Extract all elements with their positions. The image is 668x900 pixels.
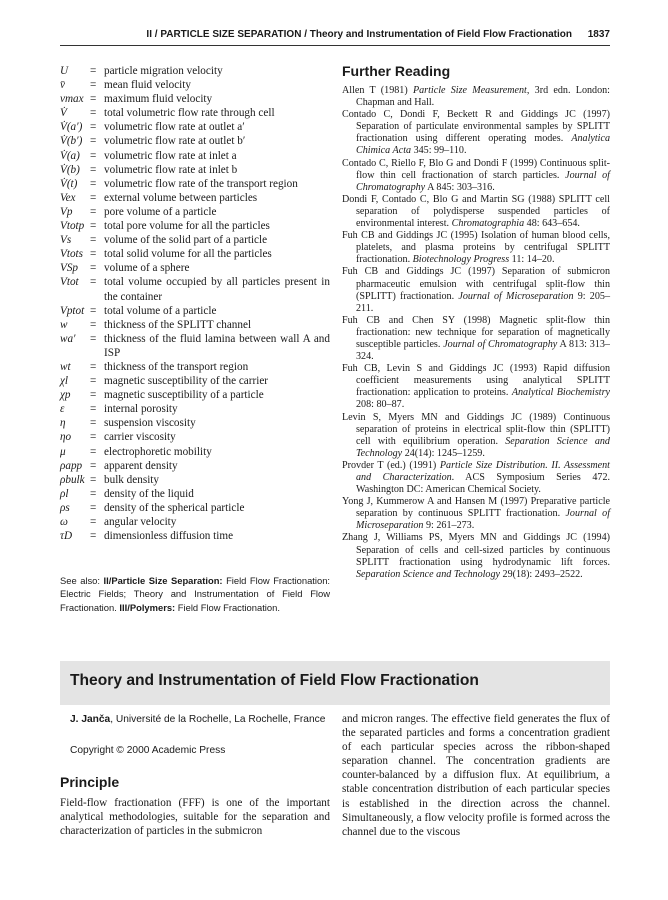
reference-authors: Yong J, Kummerow A and Hansen M (1997) Preparative particle separation by continuous SPLITT fractionation. [342,496,610,520]
nomenclature-row [60,304,330,318]
equals-sign: = [90,262,97,275]
article-title: Theory and Instrumentation of Field Flow Fractionation [70,672,479,689]
nomenclature-row [60,177,330,191]
see-also-lead: See also: [60,575,100,586]
reference-entry [342,266,610,314]
equals-sign: = [90,389,97,402]
see-also-section-2[interactable]: III/Polymers: [119,601,176,613]
reference-authors: Fuh CB and Chen SY (1998) Magnetic split-flow thin fractionation: new technique for separation of magnetically susceptible particles. [342,314,610,350]
article-title-banner [60,661,610,705]
nomenclature-row [60,219,330,233]
nomenclature-symbol: Vp [60,205,73,218]
nomenclature-row [60,374,330,388]
nomenclature-row [60,388,330,402]
nomenclature-definition: external volume between particles [104,191,258,204]
nomenclature-definition: electrophoretic mobility [104,445,212,458]
running-head-title: II / PARTICLE SIZE SEPARATION / Theory and Instrumentation of Field Flow Fractionation [146,29,572,40]
nomenclature-symbol: ε [60,403,65,416]
nomenclature-symbol: wt [60,360,71,373]
nomenclature-symbol: χp [60,389,71,402]
nomenclature-row [60,275,330,303]
author-line [70,713,328,726]
equals-sign: = [90,79,97,92]
body-text-left: Field-flow fractionation (FFF) is one of the important analytical methodologies, suitable for the separation and characterization of particles in the submicron [60,797,330,838]
reference-source: Journal of Microseparation [458,290,574,302]
nomenclature-definition: volume of a sphere [104,262,190,275]
nomenclature-definition: suspension viscosity [104,417,196,430]
nomenclature-symbol: v̄ [60,79,65,92]
nomenclature-row [60,134,330,148]
equals-sign: = [90,417,97,430]
nomenclature-row [60,515,330,529]
reference-details: , 3rd edn. London: Chapman and Hall. [356,85,610,109]
nomenclature-symbol: Vs [60,234,72,247]
equals-sign: = [90,149,97,162]
header-rule [60,45,610,46]
further-reading-heading: Further Reading [342,63,451,79]
equals-sign: = [90,487,97,500]
reference-source: Journal of Chromatography [443,338,558,350]
reference-source: Chromatographia [451,218,525,230]
nomenclature-row [60,459,330,473]
nomenclature-symbol: wa′ [60,332,76,345]
reference-authors: Levin S, Myers MN and Giddings JC (1989) Continuous separation of proteins in electrical split-flow thin (SPLITT) cell with equilibrium operation. [342,411,610,447]
nomenclature-row [60,473,330,487]
reference-details: 48: 643–654. [524,218,580,230]
nomenclature-symbol: V̇(b′) [60,135,83,148]
nomenclature-definition: angular velocity [104,516,177,528]
nomenclature-definition: pore volume of a particle [104,205,217,218]
nomenclature-symbol: ρbulk [60,473,85,486]
nomenclature-definition: magnetic susceptibility of a particle [104,389,264,402]
nomenclature-symbol: U [60,65,69,77]
nomenclature-row [60,445,330,459]
nomenclature-symbol: Vptot [60,304,85,317]
reference-authors: Zhang J, Williams PS, Myers MN and Giddings JC (1994) Separation of cells and cell-sized particles by continuous SPLITT fractionation using hydrodynamic lift forces. [342,532,610,568]
see-also-section-1[interactable]: II/Particle Size Separation: [103,575,223,586]
reference-entry [342,496,610,532]
reference-source: Journal of Microseparation [356,508,611,532]
equals-sign: = [90,135,97,148]
nomenclature-row [60,318,330,332]
equals-sign: = [90,530,97,543]
nomenclature-definition: particle migration velocity [104,65,223,77]
nomenclature-row [60,416,330,430]
nomenclature-row [60,360,330,374]
nomenclature-definition: total volume of a particle [104,304,217,317]
reference-details: 11: 14–20. [509,254,555,266]
section-heading-principle: Principle [60,774,120,790]
nomenclature-definition: volume of the solid part of a particle [104,234,268,247]
nomenclature-row [60,501,330,515]
reference-details: 345: 99–110. [411,145,467,157]
nomenclature-definition: thickness of the transport region [104,360,249,373]
nomenclature-definition: apparent density [104,459,178,472]
reference-authors: Fuh CB, Levin S and Giddings JC (1993) Rapid diffusion coefficient measurements using analytical SPLITT fractionation: application to proteins. [342,363,610,399]
reference-details: . ACS Symposium Series 472. Washington DC: American Chemical Society. [356,472,611,496]
equals-sign: = [90,445,97,458]
further-reading [342,63,610,581]
equals-sign: = [90,403,97,416]
equals-sign: = [90,234,97,247]
equals-sign: = [90,459,97,472]
nomenclature-definition: internal porosity [104,403,178,416]
see-also-text-2[interactable]: Field Flow Fractionation. [177,601,280,613]
nomenclature-symbol: ρapp [60,459,83,472]
equals-sign: = [90,304,97,317]
equals-sign: = [90,107,97,120]
nomenclature-row [60,402,330,416]
nomenclature-definition: mean fluid velocity [104,79,191,92]
nomenclature-definition: maximum fluid velocity [104,93,213,106]
nomenclature-definition: total volumetric flow rate through cell [104,107,275,120]
nomenclature-row [60,163,330,177]
nomenclature-definition: volumetric flow rate at outlet a′ [104,121,245,134]
nomenclature-definition: bulk density [104,473,160,486]
reference-authors: Contado C, Dondi F, Beckett R and Giddings JC (1997) Separation of particulate environmental samples by SPLITT fractionation using different operating modes. [342,109,610,145]
reference-entry [342,363,610,411]
nomenclature-row [60,64,330,78]
reference-entry [342,230,610,266]
reference-source: Separation Science and Technology [356,568,500,580]
equals-sign: = [90,248,97,261]
reference-source: Biotechnology Progress [412,254,510,266]
nomenclature-row [60,487,330,501]
nomenclature-row [60,205,330,219]
reference-source: Particle Size Measurement [412,85,527,96]
reference-authors: Contado C, Riello F, Blo G and Dondi F (1999) Continuous split-flow thin cell fractionation of starch particles. [342,157,610,181]
nomenclature-row [60,247,330,261]
nomenclature-symbol: Vex [60,191,76,204]
reference-details: 24(14): 1245–1259. [402,447,485,459]
equals-sign: = [90,360,97,373]
nomenclature-row [60,78,330,92]
nomenclature-definition: total solid volume for all the particles [104,248,272,261]
nomenclature-symbol: Vtotp [60,220,85,233]
nomenclature-symbol: Vtots [60,248,83,261]
reference-authors: Fuh CB and Giddings JC (1995) Isolation of human blood cells, platelets, and plasma proteins by centrifugal SPLITT fractionation. [342,230,610,266]
equals-sign: = [90,318,97,331]
nomenclature-symbol: ρl [60,487,69,500]
nomenclature-symbol: ηo [60,431,72,444]
nomenclature-definition: volumetric flow rate at outlet b′ [104,135,246,148]
reference-entry [342,315,610,363]
nomenclature-symbol: V̇ [60,107,67,120]
reference-source: Analytica Chimica Acta [356,133,610,157]
nomenclature-definition: total volume occupied by all particles present in the container [104,276,330,303]
nomenclature-row [60,261,330,275]
reference-details: 29(18): 2493–2522. [500,568,583,580]
nomenclature-definition: thickness of the SPLITT channel [104,318,252,331]
nomenclature-definition: thickness of the fluid lamina between wall A and ISP [104,332,330,359]
nomenclature-symbol: V̇(a′) [60,121,83,134]
equals-sign: = [90,205,97,218]
author-affiliation: , Université de la Rochelle, La Rochelle, France [110,714,326,725]
nomenclature-symbol: τD [60,530,73,543]
nomenclature-symbol: w [60,318,68,331]
nomenclature-symbol: ω [60,516,68,528]
equals-sign: = [90,220,97,233]
reference-entry [342,412,610,460]
reference-source: Journal of Chromatography [356,169,610,193]
nomenclature-definition: volumetric flow rate at inlet a [104,149,237,162]
reference-entry [342,158,610,194]
body-text-right: and micron ranges. The effective field generates the flux of the separated particles and forms a concentration gradient of each particular species across the ribbon-shaped separation channel. The concentration gradients are counter-balanced by a diffusion flux. At equilibrium, a stable concentration distribution of each particular species is established in the direction across the channel. Simultaneously, a flow velocity profile is formed across the channel due to the viscous [342,713,610,838]
equals-sign: = [90,177,97,190]
nomenclature-row [60,149,330,163]
reference-entry [342,532,610,580]
nomenclature-symbol: ρs [60,501,70,514]
nomenclature-symbol: V̇(a) [60,149,80,162]
equals-sign: = [90,473,97,486]
equals-sign: = [90,332,97,345]
reference-authors: Provder T (ed.) (1991) [342,459,440,471]
equals-sign: = [90,65,97,77]
nomenclature-symbol: χl [60,375,69,388]
equals-sign: = [90,516,97,528]
equals-sign: = [90,191,97,204]
nomenclature-row [60,233,330,247]
reference-entry [342,194,610,230]
see-also [60,574,330,614]
reference-details: 208: 80–87. [356,399,405,411]
reference-details: A 813: 313–324. [356,338,610,363]
equals-sign: = [90,431,97,444]
nomenclature-row [60,529,330,543]
nomenclature-definition: volumetric flow rate of the transport region [104,177,298,190]
reference-details: 9: 261–273. [423,520,475,532]
nomenclature-row [60,106,330,120]
nomenclature-list [60,64,330,543]
equals-sign: = [90,93,97,106]
equals-sign: = [90,276,97,289]
reference-entry [342,460,610,496]
reference-source: Particle Size Distribution. II. Assessment and Characterization [356,459,610,483]
nomenclature-definition: dimensionless diffusion time [104,530,234,543]
nomenclature-row [60,332,330,360]
author-name: J. Janča [70,714,111,725]
nomenclature-definition: volumetric flow rate at inlet b [104,163,238,176]
see-also-text-1[interactable]: Field Flow Fractionation: Electric Fields; Theory and Instrumentation of Field Flow Fractionation. [60,575,331,613]
nomenclature-symbol: μ [60,445,66,458]
nomenclature-definition: total pore volume for all the particles [104,220,270,233]
nomenclature-symbol: η [60,417,66,430]
reference-source: Separation Science and Technology [356,435,610,459]
equals-sign: = [90,375,97,388]
reference-entry [342,85,610,109]
nomenclature-symbol: V̇(b) [60,163,80,176]
nomenclature-symbol: vmax [60,93,84,106]
nomenclature-definition: density of the liquid [104,487,194,500]
reference-details: 9: 205–211. [356,290,610,314]
nomenclature-definition: density of the spherical particle [104,501,245,514]
nomenclature-row [60,120,330,134]
reference-entry [342,109,610,157]
nomenclature-definition: carrier viscosity [104,431,176,444]
equals-sign: = [90,501,97,514]
nomenclature-symbol: Vtot [60,276,79,289]
reference-source: Analytical Biochemistry [511,387,610,399]
nomenclature-symbol: VSp [60,262,79,275]
reference-authors: Fuh CB and Giddings JC (1997) Separation of submicron pharmaceutic emulsion with centrifugal split-flow thin (SPLITT) fractionation. [342,266,610,302]
reference-authors: Allen T (1981) [342,85,413,96]
equals-sign: = [90,121,97,134]
reference-list [342,85,610,581]
copyright-line: Copyright © 2000 Academic Press [70,745,226,756]
reference-authors: Dondi F, Contado C, Blo G and Martin SG (1988) SPLITT cell separation of polydisperse suspended particles of environmental interest. [342,193,610,230]
page-number: 1837 [587,29,610,40]
nomenclature-row [60,191,330,205]
nomenclature-row [60,430,330,444]
equals-sign: = [90,163,97,176]
nomenclature-definition: magnetic susceptibility of the carrier [104,375,269,388]
reference-details: A 845: 303–316. [425,181,495,193]
nomenclature-row [60,92,330,106]
nomenclature-symbol: V̇(t) [60,177,78,190]
